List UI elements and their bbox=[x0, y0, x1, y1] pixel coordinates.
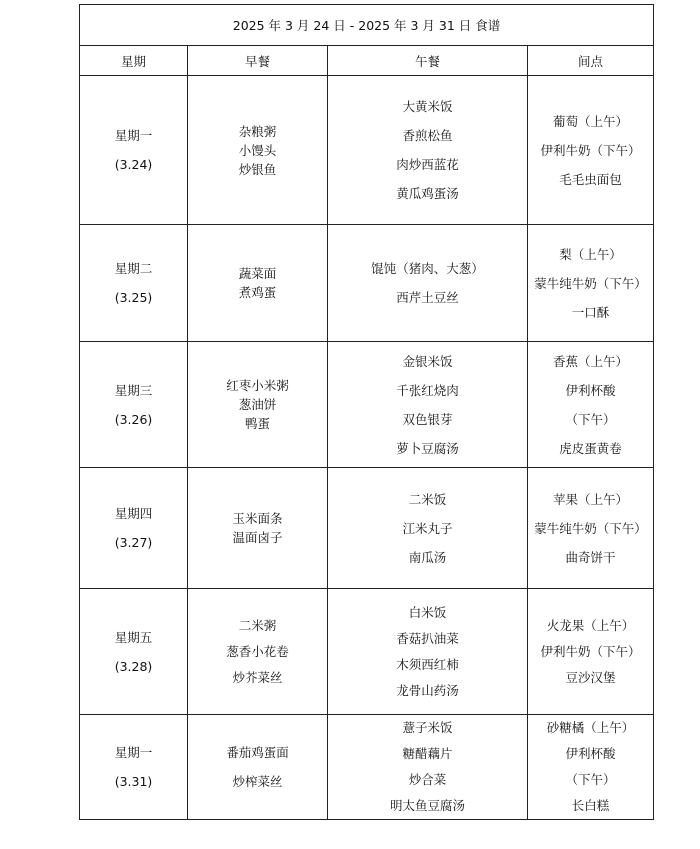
lunch-item: 千张红烧肉 bbox=[396, 382, 459, 398]
breakfast-cell bbox=[188, 468, 328, 589]
table-row bbox=[80, 225, 654, 342]
menu-table bbox=[79, 4, 654, 820]
snack-item: 苹果（上午） bbox=[553, 491, 629, 507]
lunch-item: 双色银芽 bbox=[402, 411, 453, 427]
breakfast-item: 葱香小花卷 bbox=[226, 643, 289, 659]
lunch-item: 糖醋藕片 bbox=[402, 746, 453, 761]
breakfast-item: 玉米面条 bbox=[232, 511, 283, 526]
date: (3.25) bbox=[114, 290, 153, 305]
breakfast-item: 炒榨菜丝 bbox=[232, 774, 283, 789]
lunch-item: 白米饭 bbox=[408, 604, 447, 620]
table-row bbox=[80, 715, 654, 820]
weekday: 星期一 bbox=[114, 745, 153, 760]
lunch-cell bbox=[328, 468, 528, 589]
lunch-cell bbox=[328, 76, 528, 225]
table-row bbox=[80, 589, 654, 715]
lunch-item: 南瓜汤 bbox=[408, 549, 447, 565]
snack-cell bbox=[528, 225, 654, 342]
day-cell bbox=[80, 589, 188, 715]
lunch-item: 西芹土豆丝 bbox=[396, 290, 459, 305]
snack-cell bbox=[528, 468, 654, 589]
snack-item: 伊利牛奶（下午） bbox=[540, 142, 641, 158]
table-row bbox=[80, 468, 654, 589]
lunch-item: 江米丸子 bbox=[402, 520, 453, 536]
snack-cell bbox=[528, 76, 654, 225]
lunch-cell bbox=[328, 715, 528, 820]
breakfast-item: 红枣小米粥 bbox=[226, 378, 289, 393]
header-breakfast: 早餐 bbox=[188, 46, 328, 76]
menu-title: 2025 年 3 月 24 日 - 2025 年 3 月 31 日 食谱 bbox=[80, 5, 654, 46]
weekday: 星期二 bbox=[114, 261, 153, 276]
header-lunch: 午餐 bbox=[328, 46, 528, 76]
snack-item: 毛毛虫面包 bbox=[559, 171, 622, 187]
snack-item: 豆沙汉堡 bbox=[565, 669, 616, 685]
snack-cell bbox=[528, 715, 654, 820]
table-row bbox=[80, 76, 654, 225]
lunch-item: 香菇扒油菜 bbox=[396, 630, 459, 646]
snack-item: 一口酥 bbox=[571, 304, 610, 320]
weekday: 星期五 bbox=[114, 629, 153, 645]
lunch-item: 二米饭 bbox=[408, 491, 447, 507]
day-cell bbox=[80, 715, 188, 820]
lunch-cell bbox=[328, 342, 528, 468]
snack-item: 蒙牛纯牛奶（下午） bbox=[534, 520, 647, 536]
lunch-item: 龙骨山药汤 bbox=[396, 682, 459, 698]
snack-item: 伊利杯酸 bbox=[565, 746, 616, 761]
breakfast-item: 炒银鱼 bbox=[238, 161, 277, 177]
header-snack: 间点 bbox=[528, 46, 654, 76]
snack-item: （下午） bbox=[565, 411, 616, 427]
lunch-item: 木须西红柿 bbox=[396, 656, 459, 672]
snack-item: 火龙果（上午） bbox=[546, 617, 635, 633]
snack-item: 葡萄（上午） bbox=[553, 113, 629, 129]
snack-item: 虎皮蛋黄卷 bbox=[559, 440, 622, 456]
breakfast-item: 煮鸡蛋 bbox=[238, 285, 277, 300]
lunch-cell bbox=[328, 589, 528, 715]
snack-item: 蒙牛纯牛奶（下午） bbox=[534, 275, 647, 291]
lunch-item: 大黄米饭 bbox=[402, 99, 453, 114]
breakfast-cell bbox=[188, 715, 328, 820]
weekday: 星期一 bbox=[114, 128, 153, 143]
breakfast-item: 葱油饼 bbox=[238, 397, 277, 412]
date: (3.31) bbox=[114, 774, 153, 789]
snack-item: 香蕉（上午） bbox=[553, 353, 629, 369]
breakfast-cell bbox=[188, 225, 328, 342]
breakfast-item: 杂粮粥 bbox=[238, 123, 277, 139]
header-day: 星期 bbox=[80, 46, 188, 76]
breakfast-cell bbox=[188, 589, 328, 715]
lunch-item: 肉炒西蓝花 bbox=[396, 157, 459, 172]
lunch-item: 明太鱼豆腐汤 bbox=[389, 798, 465, 813]
lunch-item: 薏子米饭 bbox=[402, 720, 453, 735]
snack-item: 长白糕 bbox=[571, 798, 610, 813]
breakfast-item: 蔬菜面 bbox=[238, 266, 277, 281]
day-cell bbox=[80, 342, 188, 468]
lunch-item: 萝卜豆腐汤 bbox=[396, 440, 459, 456]
weekday: 星期四 bbox=[114, 506, 153, 521]
snack-item: 伊利牛奶（下午） bbox=[540, 643, 641, 659]
table-row bbox=[80, 342, 654, 468]
breakfast-cell bbox=[188, 342, 328, 468]
snack-cell bbox=[528, 342, 654, 468]
day-cell bbox=[80, 468, 188, 589]
breakfast-cell bbox=[188, 76, 328, 225]
lunch-item: 馄饨（猪肉、大葱） bbox=[371, 261, 484, 276]
lunch-item: 香煎松鱼 bbox=[402, 128, 453, 143]
breakfast-item: 二米粥 bbox=[238, 617, 277, 633]
breakfast-item: 鸭蛋 bbox=[244, 416, 270, 431]
day-cell bbox=[80, 76, 188, 225]
snack-item: 砂糖橘（上午） bbox=[546, 720, 635, 735]
lunch-item: 黄瓜鸡蛋汤 bbox=[396, 186, 459, 201]
lunch-item: 炒合菜 bbox=[408, 772, 447, 787]
snack-item: （下午） bbox=[565, 772, 616, 787]
lunch-cell bbox=[328, 225, 528, 342]
day-cell bbox=[80, 225, 188, 342]
breakfast-item: 小馒头 bbox=[238, 142, 277, 158]
breakfast-item: 番茄鸡蛋面 bbox=[226, 745, 289, 760]
snack-item: 梨（上午） bbox=[559, 246, 622, 262]
breakfast-item: 炒芥菜丝 bbox=[232, 669, 283, 685]
snack-item: 伊利杯酸 bbox=[565, 382, 616, 398]
lunch-item: 金银米饭 bbox=[402, 353, 453, 369]
date: (3.26) bbox=[114, 411, 153, 427]
snack-cell bbox=[528, 589, 654, 715]
date: (3.27) bbox=[114, 535, 153, 550]
weekday: 星期三 bbox=[114, 382, 153, 398]
date: (3.28) bbox=[114, 658, 153, 674]
snack-item: 曲奇饼干 bbox=[565, 549, 616, 565]
breakfast-item: 温面卤子 bbox=[232, 530, 283, 545]
date: (3.24) bbox=[114, 157, 153, 172]
